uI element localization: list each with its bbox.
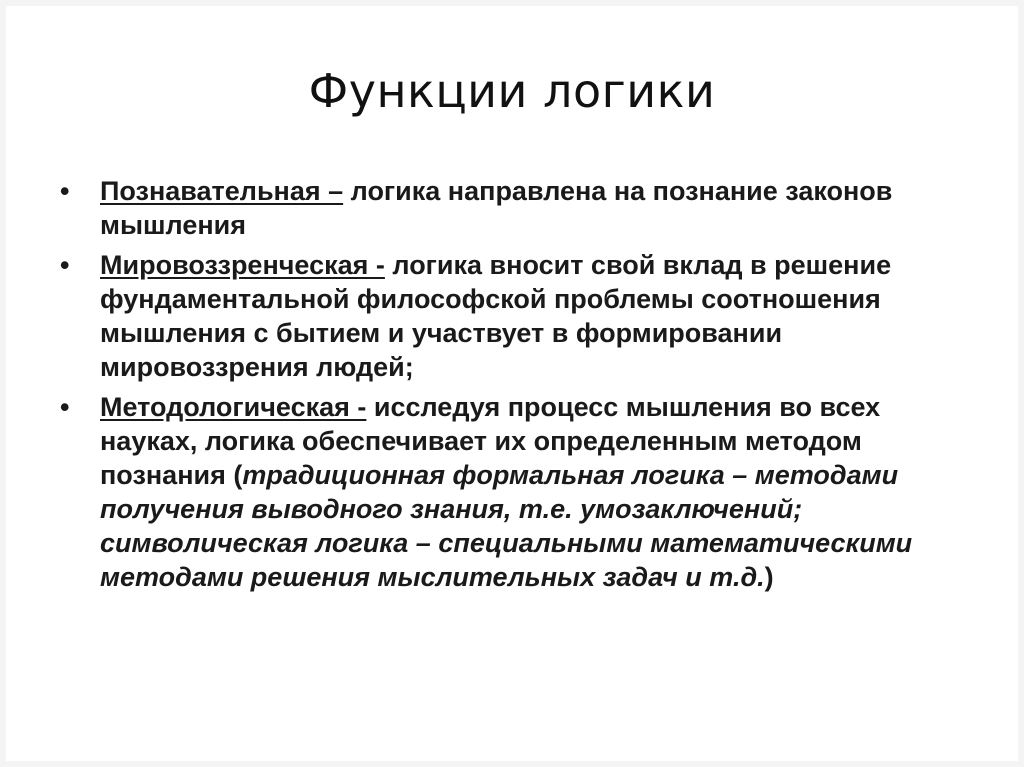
bullet-icon: • <box>60 392 70 422</box>
bullet-list <box>60 174 980 600</box>
term-label: Мировоззренческая - <box>100 250 385 280</box>
item-italic-note: традиционная формальная логика – методами получения выводного знания, т.е. умозаключений; символическая логика – специальными математическими методами решения мыслительных задач и т.д. <box>100 460 913 592</box>
item-description: логика направлена на познание законов мышления <box>100 176 893 240</box>
list-item-worldview <box>60 248 980 384</box>
slide-title: Функции логики <box>308 64 716 118</box>
list-item-methodological <box>60 390 980 594</box>
bullet-icon: • <box>60 250 70 280</box>
term-label: Методологическая - <box>100 392 367 422</box>
term-label: Познавательная – <box>100 176 344 206</box>
item-closing: ) <box>764 562 774 592</box>
bullet-icon: • <box>60 176 70 206</box>
list-item-cognitive <box>60 174 980 242</box>
item-description: исследуя процесс мышления во всех науках, логика обеспечивает их определенным методом познания ( <box>100 392 881 490</box>
item-description: логика вносит свой вклад в решение фундаментальной философской проблемы соотношения мышления с бытием и участвует в формировании мировоззрения людей; <box>100 250 892 382</box>
